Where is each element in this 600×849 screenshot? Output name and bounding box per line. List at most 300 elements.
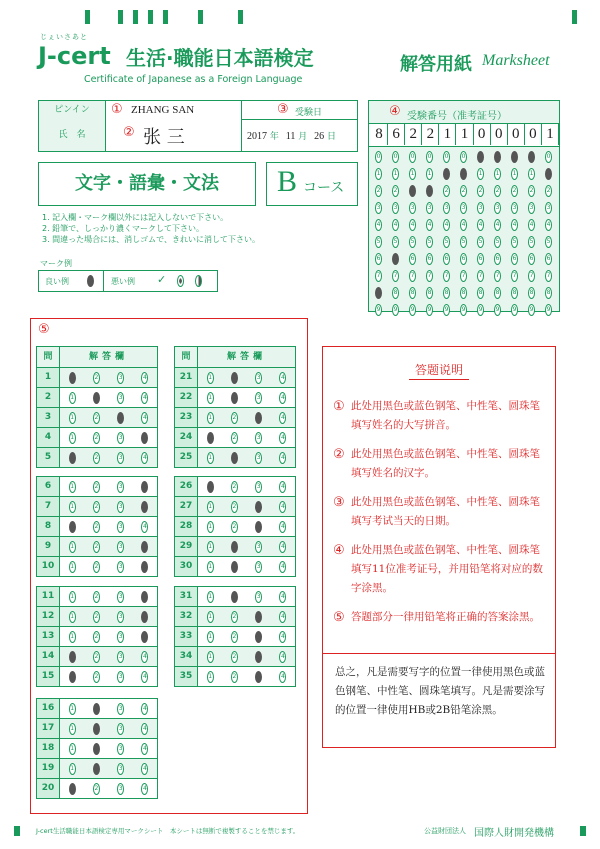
instruction-text: 此处用黑色或蓝色钢笔、中性笔、圆珠笔填写姓名的汉字。 [351,448,540,479]
digit-bubble[interactable]: 1 [477,168,484,180]
digit-bubble[interactable]: 9 [545,304,552,316]
digit-bubble[interactable]: 8 [545,287,552,299]
digit-bubble[interactable]: 7 [545,270,552,282]
digit-bubble[interactable]: 3 [511,202,518,214]
digit-bubble[interactable]: 1 [426,168,433,180]
answer-bubble[interactable]: 1 [69,541,76,553]
answer-bubble[interactable] [93,392,100,404]
answer-bubble[interactable]: 4 [279,541,286,553]
exam-digit-column [439,148,454,321]
answer-bubble[interactable]: 3 [117,541,124,553]
digit-bubble[interactable]: 1 [409,168,416,180]
answer-bubble[interactable]: 2 [231,501,238,513]
digit-bubble[interactable]: 0 [460,151,467,163]
course-text: コース [303,180,345,196]
digit-bubble[interactable]: 1 [375,168,382,180]
digit-bubble[interactable]: 0 [443,151,450,163]
answer-bubble[interactable] [231,372,238,384]
digit-bubble[interactable]: 9 [375,304,382,316]
answer-bubble[interactable]: 2 [93,671,100,683]
answer-bubble[interactable] [69,783,76,795]
digit-bubble[interactable]: 4 [426,219,433,231]
answer-bubble[interactable]: 3 [117,521,124,533]
digit-bubble[interactable]: 7 [477,270,484,282]
answer-bubble[interactable]: 3 [117,392,124,404]
answer-bubble[interactable]: 4 [141,452,148,464]
digit-bubble[interactable]: 7 [528,270,535,282]
answer-bubble[interactable] [255,501,262,513]
exam-title: 生活·職能日本語検定 [126,46,314,70]
digit-bubble[interactable]: 3 [426,202,433,214]
answer-bubble[interactable]: 2 [93,611,100,623]
question-number: 35 [175,667,198,686]
digit-bubble[interactable]: 4 [392,219,399,231]
digit-bubble[interactable]: 1 [392,168,399,180]
digit-bubble[interactable]: 7 [511,270,518,282]
answer-bubble[interactable]: 1 [207,561,214,573]
digit-bubble[interactable] [426,185,433,197]
answer-row [175,666,295,686]
answer-bubble[interactable]: 2 [93,412,100,424]
answer-bubble[interactable]: 4 [279,611,286,623]
question-number: 8 [37,517,60,536]
answer-bubble[interactable]: 3 [255,561,262,573]
digit-bubble[interactable]: 9 [477,304,484,316]
answer-row [37,447,157,467]
digit-bubble[interactable]: 2 [392,185,399,197]
answer-bubble[interactable]: 1 [69,501,76,513]
digit-bubble[interactable]: 4 [460,219,467,231]
digit-bubble[interactable]: 4 [494,219,501,231]
answer-bubble[interactable]: 1 [207,591,214,603]
instruction-item [333,493,547,531]
answer-bubble[interactable] [207,481,214,493]
answer-bubble[interactable]: 1 [69,392,76,404]
name-input[interactable]: 张 三 [143,127,185,148]
digit-bubble[interactable]: 0 [375,151,382,163]
answer-bubble[interactable]: 1 [69,631,76,643]
timing-mark [238,10,243,24]
digit-bubble[interactable]: 3 [528,202,535,214]
exam-digit: 1 [439,123,456,145]
answer-bubble[interactable] [69,651,76,663]
digit-bubble[interactable]: 5 [426,236,433,248]
answer-bubble[interactable]: 4 [141,743,148,755]
answer-bubble[interactable]: 4 [141,783,148,795]
answer-bubble[interactable] [117,412,124,424]
answer-bubble[interactable]: 2 [231,651,238,663]
mark-example-box [38,270,218,292]
digit-bubble[interactable] [528,151,535,163]
question-number: 1 [37,368,60,387]
digit-bubble[interactable]: 4 [477,219,484,231]
answer-bubble[interactable]: 3 [117,481,124,493]
answer-bubble[interactable] [255,412,262,424]
digit-bubble[interactable]: 9 [392,304,399,316]
answer-bubble[interactable]: 4 [279,561,286,573]
answer-table [174,586,296,687]
question-number: 19 [37,759,60,778]
timing-mark [580,826,586,836]
digit-bubble[interactable]: 6 [409,253,416,265]
digit-bubble[interactable]: 0 [409,151,416,163]
answer-bubble[interactable]: 4 [141,723,148,735]
answer-bubble[interactable]: 4 [279,412,286,424]
digit-bubble[interactable]: 7 [494,270,501,282]
digit-bubble[interactable]: 5 [375,236,382,248]
digit-bubble[interactable]: 7 [426,270,433,282]
answer-bubble[interactable]: 3 [255,372,262,384]
digit-bubble[interactable]: 6 [426,253,433,265]
answer-bubble[interactable] [255,521,262,533]
digit-bubble[interactable] [443,168,450,180]
answer-bubble[interactable]: 1 [69,561,76,573]
answer-bubble[interactable]: 1 [207,392,214,404]
answer-bubble[interactable]: 2 [93,783,100,795]
digit-bubble[interactable]: 6 [545,253,552,265]
name-label: 氏 名 [39,119,106,151]
digit-bubble[interactable]: 3 [409,202,416,214]
answer-bubble[interactable]: 2 [231,481,238,493]
digit-bubble[interactable]: 8 [443,287,450,299]
answer-bubble[interactable]: 4 [279,372,286,384]
kana-input[interactable]: ZHANG SAN [131,104,195,116]
answer-bubble[interactable] [141,541,148,553]
digit-bubble[interactable]: 5 [511,236,518,248]
digit-bubble[interactable]: 8 [460,287,467,299]
answer-bubble[interactable]: 1 [207,541,214,553]
digit-bubble[interactable]: 5 [494,236,501,248]
day-unit: 日 [327,132,337,142]
digit-bubble[interactable]: 6 [511,253,518,265]
answer-bubble[interactable]: 3 [117,723,124,735]
timing-mark [133,10,138,24]
answer-bubble[interactable]: 4 [141,763,148,775]
answer-bubble[interactable]: 3 [255,481,262,493]
answer-bubble[interactable] [93,763,100,775]
digit-bubble[interactable] [494,151,501,163]
question-number: 10 [37,557,60,576]
answer-bubble[interactable] [141,591,148,603]
answer-bubble[interactable] [255,631,262,643]
answer-bubble[interactable]: 3 [117,432,124,444]
answer-bubble[interactable]: 3 [117,611,124,623]
exam-number-mark: ④ [389,104,401,119]
answer-bubble[interactable]: 3 [117,591,124,603]
digit-bubble[interactable]: 9 [460,304,467,316]
answer-bubble[interactable] [231,541,238,553]
digit-bubble[interactable]: 5 [477,236,484,248]
answer-bubble[interactable]: 2 [93,651,100,663]
answer-bubble[interactable] [93,743,100,755]
date-input[interactable] [247,129,336,142]
digit-bubble[interactable] [375,287,382,299]
digit-bubble[interactable]: 3 [460,202,467,214]
digit-bubble[interactable]: 9 [494,304,501,316]
answer-bubble[interactable]: 4 [279,631,286,643]
answer-bubble[interactable]: 4 [279,452,286,464]
answer-bubble[interactable]: 2 [231,631,238,643]
footer-org: 国際人財開発機構 [474,828,554,839]
answer-row [37,606,157,626]
question-number: 14 [37,647,60,666]
digit-bubble[interactable]: 7 [443,270,450,282]
answer-bubble[interactable]: 3 [255,432,262,444]
answer-bubble[interactable]: 3 [117,372,124,384]
answer-bubble[interactable] [255,611,262,623]
digit-bubble[interactable]: 1 [494,168,501,180]
answer-bubble[interactable]: 1 [207,452,214,464]
exam-digit: 0 [491,123,508,145]
question-number: 30 [175,557,198,576]
digit-bubble[interactable]: 8 [528,287,535,299]
answer-bubble[interactable]: 1 [69,743,76,755]
exam-digit: 0 [525,123,542,145]
digit-bubble[interactable]: 2 [528,185,535,197]
answer-bubble[interactable]: 3 [255,541,262,553]
digit-bubble[interactable]: 2 [477,185,484,197]
answer-row [175,516,295,536]
answer-bubble[interactable] [69,452,76,464]
answer-bubble[interactable]: 4 [279,671,286,683]
digit-bubble[interactable]: 3 [494,202,501,214]
digit-bubble[interactable]: 2 [443,185,450,197]
answer-bubble[interactable]: 2 [231,412,238,424]
answer-bubble[interactable]: 1 [69,591,76,603]
year-unit: 年 [269,132,279,142]
answer-bubble[interactable]: 1 [207,412,214,424]
digit-bubble[interactable] [545,168,552,180]
answer-bubble[interactable] [255,671,262,683]
logo-ruby: じぇいさあと [40,33,88,41]
answer-bubble[interactable] [141,631,148,643]
footer-org-type: 公益財団法人 [424,827,466,835]
answer-row [37,587,157,606]
answer-bubble[interactable] [69,671,76,683]
digit-bubble[interactable]: 4 [545,219,552,231]
answer-bubble[interactable]: 2 [93,561,100,573]
digit-bubble[interactable]: 8 [392,287,399,299]
answer-bubble[interactable]: 4 [141,372,148,384]
digit-bubble[interactable]: 6 [528,253,535,265]
digit-bubble[interactable]: 0 [392,151,399,163]
answer-bubble[interactable]: 2 [93,521,100,533]
instructions-title-text: 答题说明 [409,363,469,380]
digit-bubble[interactable]: 3 [443,202,450,214]
answer-bubble[interactable]: 4 [141,392,148,404]
digit-bubble[interactable]: 7 [460,270,467,282]
answer-bubble[interactable] [141,611,148,623]
answer-bubble[interactable] [255,651,262,663]
digit-bubble[interactable]: 4 [511,219,518,231]
answer-bubble[interactable]: 1 [207,631,214,643]
digit-bubble[interactable]: 8 [426,287,433,299]
answer-bubble[interactable]: 4 [141,671,148,683]
digit-bubble[interactable]: 6 [477,253,484,265]
answer-bubble[interactable] [141,481,148,493]
answer-bubble[interactable]: 2 [93,452,100,464]
answer-bubble[interactable]: 4 [141,412,148,424]
digit-bubble[interactable]: 9 [528,304,535,316]
digit-bubble[interactable]: 3 [375,202,382,214]
digit-bubble[interactable]: 5 [528,236,535,248]
digit-bubble[interactable]: 8 [409,287,416,299]
answer-bubble[interactable]: 2 [93,631,100,643]
answer-bubble[interactable]: 3 [117,671,124,683]
digit-bubble[interactable]: 4 [409,219,416,231]
answer-row [175,606,295,626]
answer-bubble[interactable]: 3 [255,392,262,404]
digit-bubble[interactable]: 2 [460,185,467,197]
answer-bubble[interactable]: 1 [207,372,214,384]
answer-bubble[interactable] [69,521,76,533]
digit-bubble[interactable] [511,151,518,163]
answer-bubble[interactable]: 1 [69,723,76,735]
answer-bubble[interactable]: 4 [279,392,286,404]
answer-bubble[interactable]: 1 [207,611,214,623]
answer-bubble[interactable] [93,703,100,715]
answer-bubble[interactable]: 3 [117,743,124,755]
answer-bubble[interactable]: 4 [141,703,148,715]
answer-bubble[interactable]: 2 [231,611,238,623]
digit-bubble[interactable]: 2 [545,185,552,197]
digit-bubble[interactable]: 3 [392,202,399,214]
answer-bubble[interactable]: 4 [279,501,286,513]
digit-bubble[interactable] [392,253,399,265]
answer-bubble[interactable]: 2 [231,671,238,683]
digit-bubble[interactable]: 8 [494,287,501,299]
digit-bubble[interactable] [460,168,467,180]
answer-bubble[interactable]: 3 [117,631,124,643]
divider [241,101,242,151]
answer-bubble[interactable] [141,432,148,444]
answer-bubble[interactable]: 4 [141,521,148,533]
answer-bubble[interactable]: 1 [69,611,76,623]
answer-bubble[interactable]: 2 [93,432,100,444]
answer-bubble[interactable]: 3 [255,452,262,464]
answer-bubble[interactable]: 2 [231,521,238,533]
answer-bubble[interactable]: 2 [93,591,100,603]
digit-bubble[interactable]: 9 [511,304,518,316]
answer-bubble[interactable]: 3 [117,501,124,513]
answer-bubble[interactable]: 1 [69,412,76,424]
digit-bubble[interactable]: 5 [392,236,399,248]
digit-bubble[interactable]: 0 [545,151,552,163]
exam-digit: 6 [388,123,405,145]
digit-bubble[interactable]: 5 [443,236,450,248]
answer-bubble[interactable] [141,561,148,573]
digit-bubble[interactable]: 5 [409,236,416,248]
answer-bubble[interactable]: 3 [117,703,124,715]
answer-bubble[interactable]: 4 [279,521,286,533]
answer-bubble[interactable]: 1 [207,651,214,663]
digit-bubble[interactable]: 0 [426,151,433,163]
answer-bubble[interactable]: 4 [279,481,286,493]
answer-bubble[interactable] [207,432,214,444]
digit-bubble[interactable]: 6 [494,253,501,265]
answer-row [175,536,295,556]
answer-bubble[interactable] [231,452,238,464]
exam-digit-column [524,148,539,321]
answer-bubble[interactable]: 4 [279,432,286,444]
digit-bubble[interactable]: 9 [409,304,416,316]
answer-bubble[interactable]: 1 [69,703,76,715]
digit-bubble[interactable]: 7 [392,270,399,282]
answer-bubble[interactable] [69,372,76,384]
digit-bubble[interactable] [409,185,416,197]
digit-bubble[interactable]: 3 [545,202,552,214]
good-mark-icon [87,275,94,287]
answer-bubble[interactable]: 1 [69,763,76,775]
answer-bubble[interactable] [93,723,100,735]
digit-bubble[interactable]: 4 [375,219,382,231]
digit-bubble[interactable]: 8 [477,287,484,299]
answer-bubble[interactable]: 4 [141,651,148,663]
answer-bubble[interactable]: 1 [207,521,214,533]
digit-bubble[interactable]: 7 [375,270,382,282]
answer-bubble[interactable]: 3 [117,763,124,775]
answer-bubble[interactable]: 3 [117,452,124,464]
answer-row [37,699,157,718]
answer-bubble[interactable]: 1 [207,501,214,513]
digit-bubble[interactable]: 5 [460,236,467,248]
digit-bubble[interactable]: 9 [443,304,450,316]
digit-bubble[interactable]: 9 [426,304,433,316]
answer-bubble[interactable]: 3 [117,783,124,795]
digit-bubble[interactable]: 8 [511,287,518,299]
digit-bubble[interactable]: 6 [375,253,382,265]
question-number: 34 [175,647,198,666]
candidate-info-box [38,100,358,152]
instruction-item [333,541,547,598]
digit-bubble[interactable]: 4 [443,219,450,231]
answer-bubble[interactable]: 2 [93,501,100,513]
answer-bubble[interactable]: 1 [207,671,214,683]
digit-bubble[interactable]: 4 [528,219,535,231]
answer-bubble[interactable] [231,392,238,404]
answer-bubble[interactable] [141,501,148,513]
digit-bubble[interactable]: 6 [460,253,467,265]
exam-digit-column [473,148,488,321]
answer-bubble[interactable]: 2 [231,432,238,444]
digit-bubble[interactable]: 2 [375,185,382,197]
answer-bubble[interactable]: 2 [93,481,100,493]
digit-bubble[interactable]: 6 [443,253,450,265]
answer-bubble[interactable]: 1 [69,432,76,444]
answer-bubble[interactable] [231,561,238,573]
answer-row [37,718,157,738]
answer-bubble[interactable]: 3 [255,591,262,603]
digit-bubble[interactable]: 7 [409,270,416,282]
digit-bubble[interactable]: 1 [528,168,535,180]
answer-bubble[interactable]: 2 [93,541,100,553]
answer-bubble[interactable]: 2 [93,372,100,384]
answer-bubble[interactable]: 1 [69,481,76,493]
digit-bubble[interactable]: 2 [494,185,501,197]
answer-bubble[interactable]: 4 [279,651,286,663]
digit-bubble[interactable]: 1 [511,168,518,180]
digit-bubble[interactable] [477,151,484,163]
digit-bubble[interactable]: 3 [477,202,484,214]
answer-row [175,646,295,666]
answer-bubble[interactable]: 3 [117,561,124,573]
answer-bubble[interactable] [231,591,238,603]
instruction-text: 此处用黑色或蓝色钢笔、中性笔、圆珠笔填写姓名的大写拼音。 [351,400,540,431]
answer-bubble[interactable]: 4 [279,591,286,603]
digit-bubble[interactable]: 5 [545,236,552,248]
digit-bubble[interactable]: 2 [511,185,518,197]
answer-bubble[interactable]: 3 [117,651,124,663]
